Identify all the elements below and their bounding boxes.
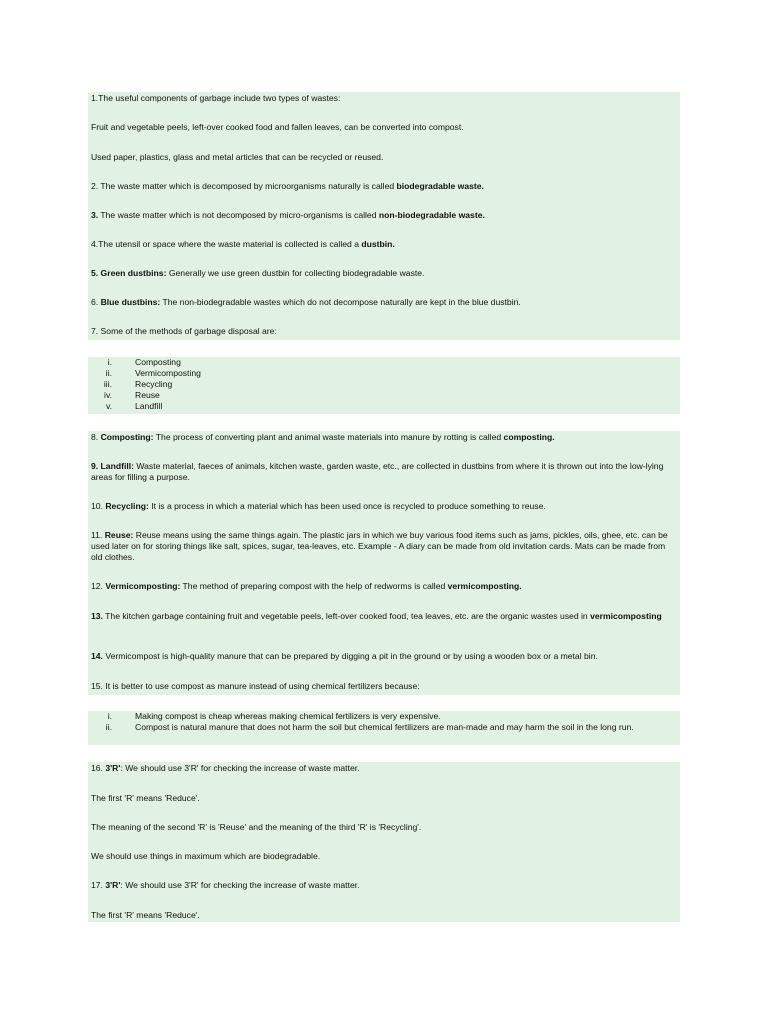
item-17: 17. 3'R': We should use 3'R' for checking the increase of waste matter. [91, 880, 360, 890]
list-item: i. Making compost is cheap whereas making chemical fertilizers is very expensive. [107, 711, 441, 721]
item-4: 4.The utensil or space where the waste material is collected is called a dustbin. [91, 239, 395, 249]
item-12: 12. Vermicomposting: The method of preparing compost with the help of redworms is called vermicomposting. [91, 581, 522, 591]
item-2: 2. The waste matter which is decomposed by microorganisms naturally is called biodegradable waste. [91, 181, 484, 191]
compost-reasons-list [88, 711, 680, 745]
item-9: 9. Landfill: Waste material, faeces of animals, kitchen waste, garden waste, etc., are collected in dustbins from where it is thrown out into the low-lying areas for filling a purpose. [91, 461, 664, 482]
item-7: 7. Some of the methods of garbage disposal are: [91, 326, 277, 336]
item-11: 11. Reuse: Reuse means using the same things again. The plastic jars in which we buy various food items such as jams, pickles, oils, ghee, etc. can be used later on for storing things like salt, spices, sugar, tea-leaves, etc. Example - A diary can be made from old invitation cards. Mats can be made from old clothes. [91, 530, 668, 562]
item-14: 14. Vermicompost is high-quality manure that can be prepared by digging a pit in the ground or by using a wooden box or a metal bin. [91, 651, 598, 661]
item-16-biodegradable: We should use things in maximum which are biodegradable. [91, 851, 321, 861]
item-1-compostable: Fruit and vegetable peels, left-over cooked food and fallen leaves, can be converted into compost. [91, 122, 464, 132]
item-8: 8. Composting: The process of converting plant and animal waste materials into manure by rotting is called composting. [91, 432, 555, 442]
list-item: iii. Recycling [103, 379, 173, 389]
item-13: 13. The kitchen garbage containing fruit and vegetable peels, left-over cooked food, tea leaves, etc. are the organic wastes used in vermicomposting [91, 611, 662, 621]
notes-block-2 [88, 431, 680, 695]
list-item: iv. Reuse [104, 390, 160, 400]
item-17-reduce: The first 'R' means 'Reduce'. [91, 910, 200, 920]
list-item: i. Composting [107, 357, 181, 367]
item-16: 16. 3'R': We should use 3'R' for checking the increase of waste matter. [91, 763, 360, 773]
item-3: 3. The waste matter which is not decomposed by micro-organisms is called non-biodegradable waste. [91, 210, 485, 220]
list-item: ii. Compost is natural manure that does not harm the soil but chemical fertilizers are man-made and may harm the soil in the long run. [105, 722, 634, 732]
item-1: 1.The useful components of garbage include two types of wastes: [91, 93, 341, 103]
item-16-reduce: The first 'R' means 'Reduce'. [91, 793, 200, 803]
list-item: v. Landfill [105, 401, 163, 411]
list-item: ii. Vermicomposting [105, 368, 201, 378]
item-10: 10. Recycling: It is a process in which a material which has been used once is recycled to produce something to reuse. [91, 501, 546, 511]
notes-block-1 [88, 92, 680, 340]
notes-block-3 [88, 762, 680, 922]
item-1-recyclable: Used paper, plastics, glass and metal articles that can be recycled or reused. [91, 152, 384, 162]
item-16-reuse-recycle: The meaning of the second 'R' is 'Reuse' and the meaning of the third 'R' is 'Recycling'. [91, 822, 422, 832]
item-5: 5. Green dustbins: Generally we use green dustbin for collecting biodegradable waste. [91, 268, 425, 278]
item-15: 15. It is better to use compost as manure instead of using chemical fertilizers because: [91, 681, 420, 691]
disposal-methods-list [88, 357, 680, 414]
item-6: 6. Blue dustbins: The non-biodegradable wastes which do not decompose naturally are kept in the blue dustbin. [91, 297, 521, 307]
